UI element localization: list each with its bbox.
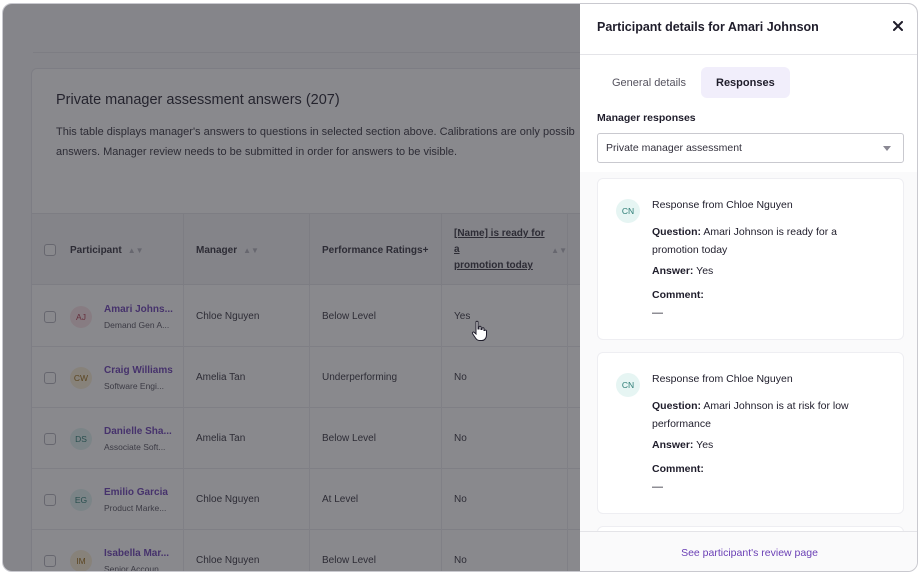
manager-responses-label: Manager responses (597, 112, 696, 124)
comment-label: Comment: (652, 463, 704, 475)
avatar: CN (616, 373, 640, 397)
assessment-select[interactable] (597, 133, 904, 163)
response-question (652, 397, 877, 433)
participant-details-drawer (580, 4, 918, 572)
drawer-footer (580, 531, 918, 572)
response-answer (652, 439, 713, 451)
answer-text: Yes (696, 265, 714, 277)
question-label: Question: (652, 400, 701, 412)
question-label: Question: (652, 226, 701, 238)
drawer-header (580, 4, 918, 55)
comment-text: — (652, 307, 663, 319)
response-from: Response from Chloe Nguyen (652, 199, 793, 211)
hand-cursor-icon (471, 320, 487, 342)
answer-label: Answer: (652, 265, 694, 277)
responses-list[interactable] (580, 172, 918, 531)
close-button[interactable] (889, 17, 907, 35)
tab-general-details[interactable]: General details (612, 76, 686, 89)
assessment-select-value: Private manager assessment (606, 142, 742, 154)
response-question (652, 223, 877, 259)
tab-responses[interactable]: Responses (701, 67, 790, 98)
question-text: Amari Johnson is at risk for low performance (652, 400, 849, 430)
chevron-down-icon (883, 146, 891, 151)
answer-text: Yes (696, 439, 714, 451)
response-card (597, 352, 904, 514)
app-window (2, 3, 918, 572)
review-page-link[interactable]: See participant's review page (681, 546, 818, 559)
response-answer (652, 265, 713, 277)
question-text: Amari Johnson is ready for a promotion today (652, 226, 837, 256)
avatar: CN (616, 199, 640, 223)
drawer-title: Participant details for Amari Johnson (597, 20, 819, 34)
comment-label: Comment: (652, 289, 704, 301)
close-icon (893, 21, 903, 31)
drawer-tabs (597, 67, 790, 98)
response-from: Response from Chloe Nguyen (652, 373, 793, 385)
comment-text: — (652, 481, 663, 493)
response-card (597, 178, 904, 340)
answer-label: Answer: (652, 439, 694, 451)
